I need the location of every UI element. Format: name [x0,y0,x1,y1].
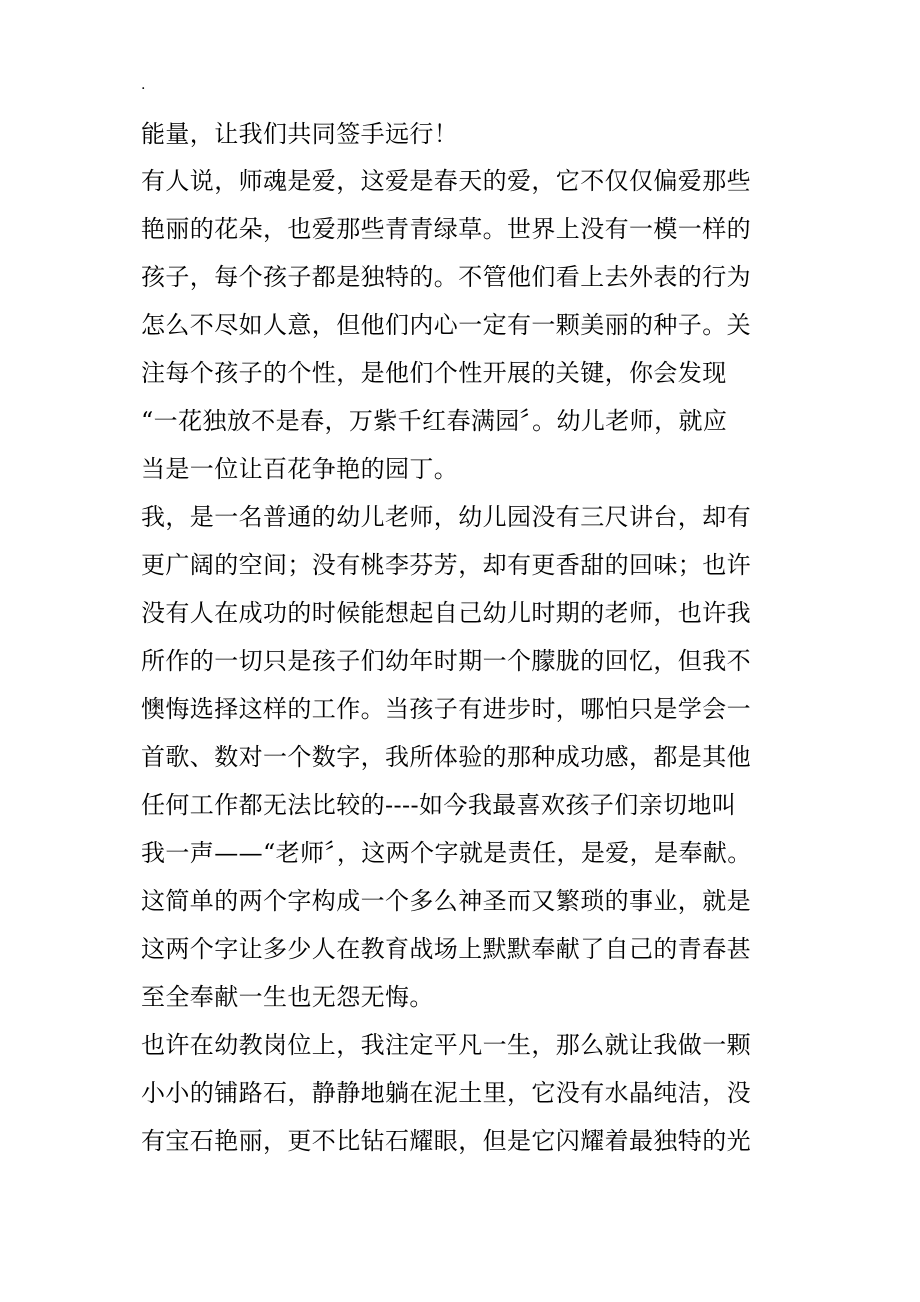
text-line: 有宝石艳丽，更不比钻石耀眼，但是它闪耀着最独特的光 [141,1127,751,1155]
text-line: 任何工作都无法比较的----如今我最喜欢孩子们亲切地叫 [141,791,737,819]
text-line: 怎么不尽如人意，但他们内心一定有一颗美丽的种子。关 [141,311,751,339]
text-line: 有人说，师魂是爱，这爱是春天的爱，它不仅仅偏爱那些 [141,167,751,195]
text-line: 更广阔的空间；没有桃李芬芳，却有更香甜的回味；也许 [141,551,751,579]
header-mark: . [141,77,146,93]
text-line: 我一声——“老师〞，这两个字就是责任，是爱，是奉献。 [141,839,752,867]
text-line: 这简单的两个字构成一个多么神圣而又繁琐的事业，就是 [141,887,751,915]
text-line: 注每个孩子的个性，是他们个性开展的关键，你会发现 [141,359,727,387]
text-line: “一花独放不是春，万紫千红春满园〞。幼儿老师，就应 [141,407,728,435]
text-line: 首歌、数对一个数字，我所体验的那种成功感，都是其他 [141,743,751,771]
text-line: 我，是一名普通的幼儿老师，幼儿园没有三尺讲台，却有 [141,503,751,531]
text-line: 孩子，每个孩子都是独特的。不管他们看上去外表的行为 [141,263,751,291]
text-line: 艳丽的花朵，也爱那些青青绿草。世界上没有一模一样的 [141,215,751,243]
text-line: 至全奉献一生也无怨无悔。 [141,983,434,1011]
text-line: 小小的铺路石，静静地躺在泥土里，它没有水晶纯洁，没 [141,1079,751,1107]
text-line: 当是一位让百花争艳的园丁。 [141,455,459,483]
text-line: 也许在幼教岗位上，我注定平凡一生，那么就让我做一颗 [141,1031,751,1059]
text-line: 这两个字让多少人在教育战场上默默奉献了自己的青春甚 [141,935,751,963]
text-line: 没有人在成功的时候能想起自己幼儿时期的老师，也许我 [141,599,751,627]
text-line: 懊悔选择这样的工作。当孩子有进步时，哪怕只是学会一 [141,695,751,723]
text-line: 能量，让我们共同签手远行！ [141,120,459,148]
text-line: 所作的一切只是孩子们幼年时期一个朦胧的回忆，但我不 [141,647,751,675]
